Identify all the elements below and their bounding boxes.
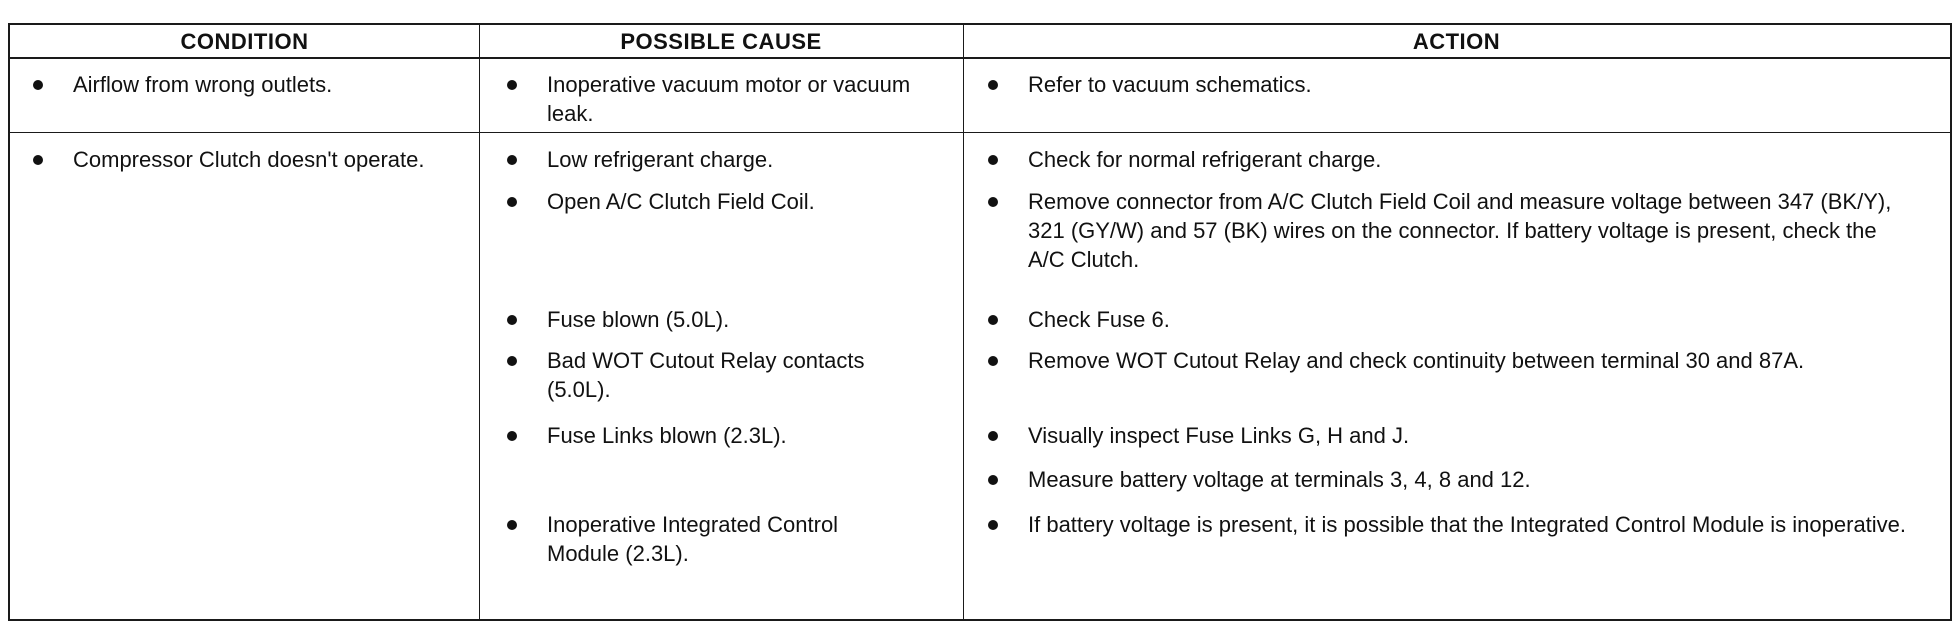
action-item: Visually inspect Fuse Links G, H and J. [988,421,1933,450]
bullet-icon [507,197,517,207]
bullet-icon [988,155,998,165]
bullet-icon [988,197,998,207]
bullet-icon [507,155,517,165]
column-divider [479,25,480,619]
condition-cell: Compressor Clutch doesn't operate. [33,145,463,174]
cause-item: Inoperative vacuum motor or vacuum leak. [507,70,947,128]
action-item: If battery voltage is present, it is possible that the Integrated Control Module is inoperative. [988,510,1918,539]
header-possible-cause: POSSIBLE CAUSE [620,29,822,54]
bullet-icon [507,431,517,441]
header-action: ACTION [1412,29,1501,54]
header-condition: CONDITION [180,29,309,54]
action-item: Remove WOT Cutout Relay and check continuity between terminal 30 and 87A. [988,346,1918,375]
bullet-icon [33,155,43,165]
cause-item: Fuse Links blown (2.3L). [507,421,907,450]
bullet-icon [988,315,998,325]
bullet-icon [507,520,517,530]
condition-cell: Airflow from wrong outlets. [33,70,463,99]
action-item: Refer to vacuum schematics. [988,70,1933,99]
bullet-icon [507,80,517,90]
bullet-icon [988,431,998,441]
action-item: Check Fuse 6. [988,305,1933,334]
bullet-icon [507,356,517,366]
bullet-icon [988,356,998,366]
column-divider [963,25,964,619]
cause-item: Inoperative Integrated Control Module (2.3L). [507,510,907,568]
row-divider [10,132,1950,133]
action-item: Measure battery voltage at terminals 3, 4, 8 and 12. [988,465,1933,494]
action-item: Check for normal refrigerant charge. [988,145,1933,174]
bullet-icon [507,315,517,325]
diagnosis-table [8,23,1952,621]
cause-item: Fuse blown (5.0L). [507,305,907,334]
bullet-icon [33,80,43,90]
cause-item: Low refrigerant charge. [507,145,907,174]
action-item: Remove connector from A/C Clutch Field Coil and measure voltage between 347 (BK/Y), 321 (GY/W) and 57 (BK) wires on the connector. If battery voltage is present, check the A/C Clutch. [988,187,1908,274]
bullet-icon [988,520,998,530]
bullet-icon [988,80,998,90]
cause-item: Bad WOT Cutout Relay contacts (5.0L). [507,346,907,404]
bullet-icon [988,475,998,485]
table-header [10,25,1950,59]
cause-item: Open A/C Clutch Field Coil. [507,187,907,216]
